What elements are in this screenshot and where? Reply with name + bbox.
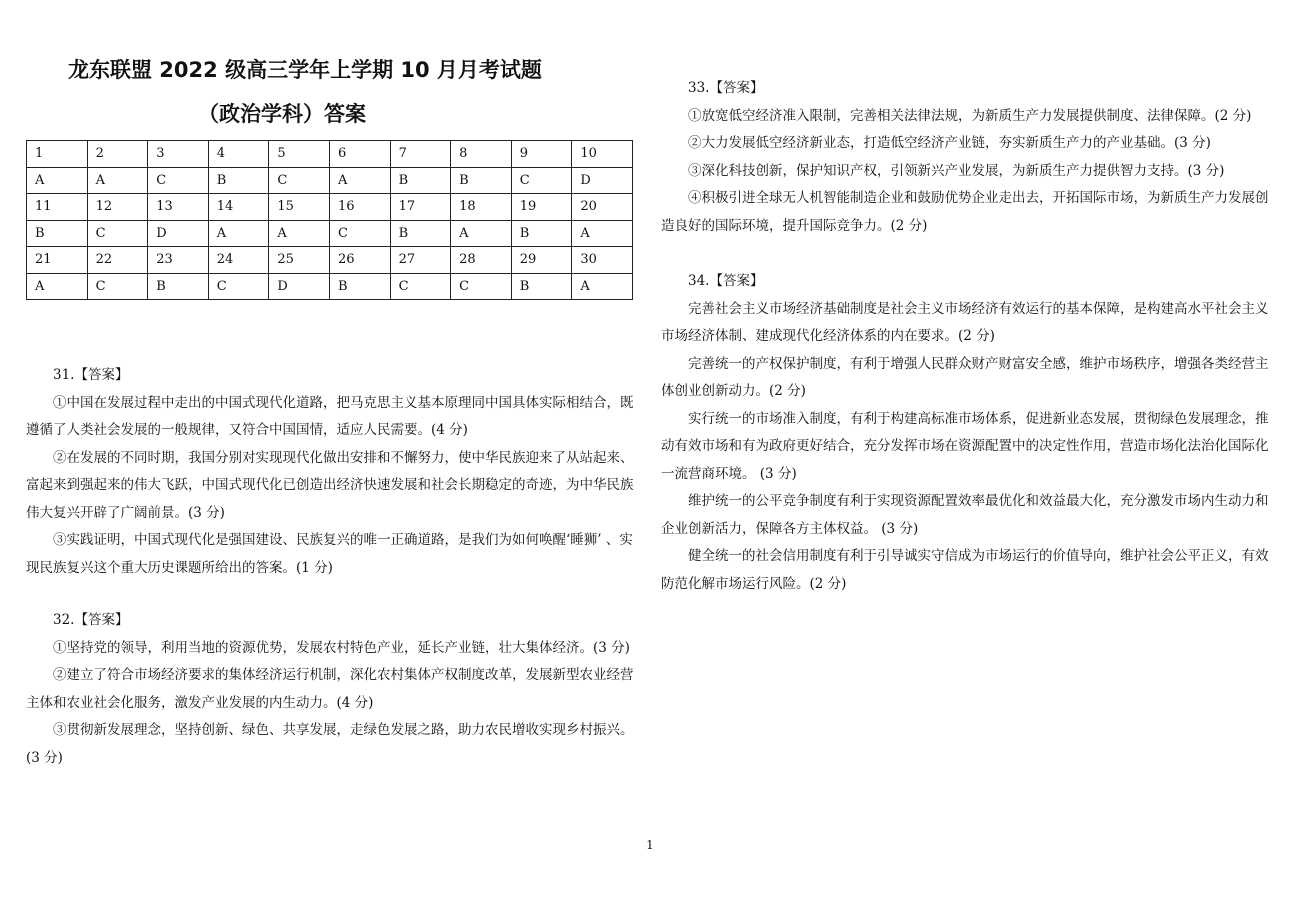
answer-table-cell: 18 xyxy=(451,194,512,221)
answer-table-cell: C xyxy=(87,220,148,247)
answer-table-cell: 14 xyxy=(208,194,269,221)
answer-table-cell: D xyxy=(572,167,633,194)
answer-table-cell: B xyxy=(390,167,451,194)
answer-table-cell: C xyxy=(208,273,269,300)
answer-table-cell: 12 xyxy=(87,194,148,221)
answer-table-cell: 11 xyxy=(27,194,88,221)
answer-table-cell: 22 xyxy=(87,247,148,274)
answer-table-cell: A xyxy=(572,220,633,247)
answer-34-point-5: 健全统一的社会信用制度有利于引导诚实守信成为市场运行的价值导向，维护社会公平正义，有效防范化解市场运行风险。(2 分) xyxy=(661,548,1269,592)
answer-31-point-1: ①中国在发展过程中走出的中国式现代化道路，把马克思主义基本原理同中国具体实际相结合，既遵循了人类社会发展的一般规律，又符合中国国情，适应人民需要。(4 分) xyxy=(26,394,634,438)
answer-table-cell: 23 xyxy=(148,247,209,274)
answer-31-section xyxy=(26,362,638,582)
answer-32-section xyxy=(26,607,638,772)
page-number: 1 xyxy=(646,838,654,852)
answer-33-point-1: ①放宽低空经济准入限制，完善相关法律法规，为新质生产力发展提供制度、法律保障。(2 分) xyxy=(688,107,1252,124)
answer-table-cell: B xyxy=(27,220,88,247)
answer-table-cell: 26 xyxy=(329,247,390,274)
answer-34-point-4: 维护统一的公平竞争制度有利于实现资源配置效率最优化和效益最大化，充分激发市场内生动力和企业创新活力，保障各方主体权益。 (3 分) xyxy=(661,493,1269,537)
answer-table-cell: B xyxy=(148,273,209,300)
answer-33-point-2: ②大力发展低空经济新业态，打造低空经济产业链，夯实新质生产力的产业基础。(3 分) xyxy=(688,135,1211,151)
answer-table-cell: 29 xyxy=(511,247,572,274)
answer-table-row xyxy=(27,167,633,194)
answer-table-cell: 6 xyxy=(329,141,390,168)
answer-table-cell: 25 xyxy=(269,247,330,274)
answer-31-point-3: ③实践证明，中国式现代化是强国建设、民族复兴的唯一正确道路，是我们为如何唤醒‘睡狮’ 、实现民族复兴这个重大历史课题所给出的答案。(1 分) xyxy=(26,532,633,576)
answer-table-cell: 7 xyxy=(390,141,451,168)
answer-table-cell: 3 xyxy=(148,141,209,168)
answer-table-cell: 5 xyxy=(269,141,330,168)
answer-table-cell: B xyxy=(329,273,390,300)
answer-table-cell: 19 xyxy=(511,194,572,221)
answer-31-heading: 31.【答案】 xyxy=(53,367,129,383)
answer-table-cell: 13 xyxy=(148,194,209,221)
answer-table-cell: 20 xyxy=(572,194,633,221)
answer-table-cell: C xyxy=(329,220,390,247)
answer-34-heading: 34.【答案】 xyxy=(688,273,764,289)
answer-34-point-2: 完善统一的产权保护制度，有利于增强人民群众财产财富安全感，维护市场秩序，增强各类经营主体创业创新动力。(2 分) xyxy=(661,355,1269,399)
answer-table-cell: 9 xyxy=(511,141,572,168)
answer-table-cell: B xyxy=(390,220,451,247)
answer-table-cell: D xyxy=(148,220,209,247)
answer-table-cell: B xyxy=(451,167,512,194)
answer-table-cell: C xyxy=(511,167,572,194)
answer-table-cell: A xyxy=(572,273,633,300)
answer-table-cell: 15 xyxy=(269,194,330,221)
answer-table-row xyxy=(27,273,633,300)
answer-table-cell: C xyxy=(269,167,330,194)
answer-table-cell: 21 xyxy=(27,247,88,274)
answer-table-cell: B xyxy=(511,273,572,300)
answer-table-cell: A xyxy=(27,167,88,194)
answer-table-cell: A xyxy=(451,220,512,247)
answer-table-cell: A xyxy=(87,167,148,194)
answer-32-heading: 32.【答案】 xyxy=(53,612,129,628)
answer-table-cell: 16 xyxy=(329,194,390,221)
answer-34-point-1: 完善社会主义市场经济基础制度是社会主义市场经济有效运行的基本保障，是构建高水平社会主义市场经济体制、建成现代化经济体系的内在要求。(2 分) xyxy=(661,300,1269,344)
answer-table xyxy=(26,140,633,300)
answer-table-cell: D xyxy=(269,273,330,300)
answer-34-section xyxy=(661,268,1272,598)
answer-table-cell: A xyxy=(329,167,390,194)
answer-31-point-2: ②在发展的不同时期，我国分别对实现现代化做出安排和不懈努力，使中华民族迎来了从站起来、富起来到强起来的伟大飞跃，中国式现代化已创造出经济快速发展和社会长期稳定的奇迹，为中华民族伟大复兴开辟了广阔前景。(3 分) xyxy=(26,449,634,521)
page-title: 龙东联盟 2022 级高三学年上学期 10 月月考试题 xyxy=(68,58,542,82)
answer-table-cell: 1 xyxy=(27,141,88,168)
answer-table-cell: B xyxy=(208,167,269,194)
answer-table-cell: A xyxy=(27,273,88,300)
answer-table-row xyxy=(27,247,633,274)
answer-table-row xyxy=(27,220,633,247)
answer-table-cell: 30 xyxy=(572,247,633,274)
answer-table-cell: 28 xyxy=(451,247,512,274)
answer-34-point-3: 实行统一的市场准入制度，有利于构建高标准市场体系，促进新业态发展，贯彻绿色发展理念，推动有效市场和有为政府更好结合，充分发挥市场在资源配置中的决定性作用，营造市场化法治化国际化一流营商环境。 (3 分) xyxy=(661,410,1269,482)
answer-table-cell: 4 xyxy=(208,141,269,168)
answer-33-section xyxy=(661,75,1272,240)
answer-32-point-3: ③贯彻新发展理念，坚持创新、绿色、共享发展，走绿色发展之路，助力农民增收实现乡村振兴。(3 分) xyxy=(26,722,634,766)
answer-table-cell: C xyxy=(148,167,209,194)
answer-table-row xyxy=(27,194,633,221)
answer-32-point-1: ①坚持党的领导，利用当地的资源优势，发展农村特色产业，延长产业链，壮大集体经济。(3 分) xyxy=(53,639,630,656)
answer-table-cell: 24 xyxy=(208,247,269,274)
answer-table-cell: 8 xyxy=(451,141,512,168)
answer-33-point-4: ④积极引进全球无人机智能制造企业和鼓励优势企业走出去，开拓国际市场，为新质生产力发展创造良好的国际环境，提升国际竞争力。(2 分) xyxy=(661,190,1269,234)
answer-33-heading: 33.【答案】 xyxy=(688,80,764,96)
answer-table-cell: 2 xyxy=(87,141,148,168)
answer-table-row xyxy=(27,141,633,168)
answer-table-cell: A xyxy=(208,220,269,247)
page-subtitle: （政治学科）答案 xyxy=(198,102,366,126)
answer-table-cell: 27 xyxy=(390,247,451,274)
answer-table-cell: 10 xyxy=(572,141,633,168)
answer-table-cell: C xyxy=(451,273,512,300)
answer-table-cell: B xyxy=(511,220,572,247)
answer-32-point-2: ②建立了符合市场经济要求的集体经济运行机制，深化农村集体产权制度改革，发展新型农业经营主体和农业社会化服务，激发产业发展的内生动力。(4 分) xyxy=(26,667,634,711)
answer-table-cell: A xyxy=(269,220,330,247)
answer-33-point-3: ③深化科技创新，保护知识产权，引领新兴产业发展，为新质生产力提供智力支持。(3 分) xyxy=(688,162,1225,179)
answer-table-cell: 17 xyxy=(390,194,451,221)
answer-table-cell: C xyxy=(390,273,451,300)
answer-table-cell: C xyxy=(87,273,148,300)
